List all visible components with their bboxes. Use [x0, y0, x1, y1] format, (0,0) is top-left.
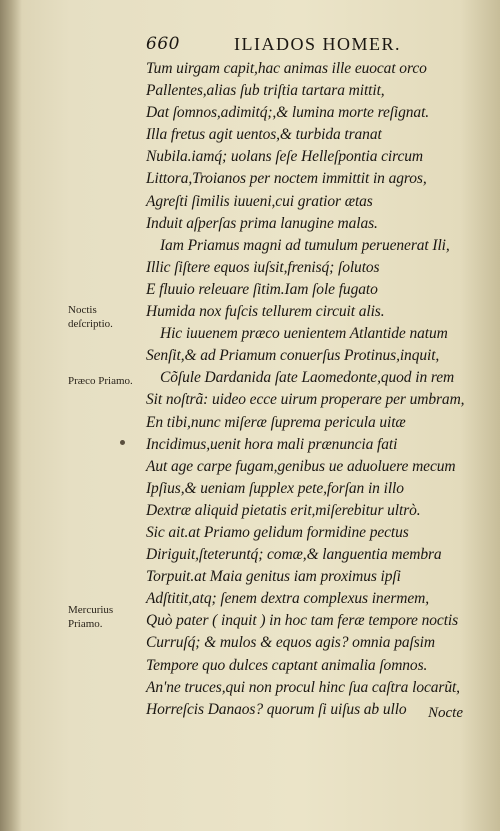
verse-line: Torpuit.at Maia genitus iam proximus ipſi: [146, 568, 401, 586]
verse-line: Quò pater ( inquit ) in hoc tam feræ tempore noctis: [146, 612, 459, 630]
verse-line: Hic iuuenem præco uenientem Atlantide natum: [160, 325, 448, 343]
verse-line: Adſtitit,atq; ſenem dextra complexus inermem,: [146, 590, 430, 608]
verse-line: Incidimus,uenit hora mali prænuncia fati: [146, 435, 398, 453]
margin-note-mercurius: Mercurius Priamo.: [68, 604, 114, 630]
verse-line: Horreſcis Danaos? quorum ſi uiſus ab ullo: [146, 700, 407, 718]
verse-line: Cõſule Dardanida ſate Laomedonte,quod in rem: [160, 369, 455, 387]
page-gutter-shadow: [0, 0, 22, 831]
verse-line: Nubila.iamq́; uolans ſeſe Helleſpontia circum: [146, 148, 423, 166]
margin-note-praeco: Præco Priamo.: [68, 375, 133, 387]
verse-line: Agreſti ſimilis iuueni,cui gratior ætas: [146, 192, 373, 210]
verse-line: Pallentes,alias ſub triſtia tartara mittit,: [146, 82, 385, 100]
verse-line: Dextræ aliquid pietatis erit,miſerebitur ultrò.: [146, 501, 421, 519]
verse-line: Tum uirgam capit,hac animas ille euocat orco: [146, 60, 427, 77]
verse-line: Sic ait.at Priamo gelidum formidine pectus: [146, 523, 409, 541]
verse-line: En tibi,nunc miſeræ ſuprema pericula uitæ: [146, 413, 406, 431]
verse-line: An'ne truces,qui non procul hinc ſua caſtra locarũt,: [146, 678, 460, 696]
verse-line: Humida nox fuſcis tellurem circuit alis.: [146, 303, 385, 321]
running-title: ILIADOS HOMER.: [234, 34, 401, 54]
verse-text-block: [146, 58, 476, 721]
verse-line: Tempore quo dulces captant animalia ſomnos.: [146, 656, 428, 674]
verse-line: Curruſq́; & mulos & equos agis? omnia paſsim: [146, 634, 435, 652]
verse-line: Induit aſperſas prima lanugine malas.: [146, 214, 378, 232]
page-number: 660: [146, 34, 180, 54]
margin-note-noctis: Noctis deſcriptio.: [68, 304, 113, 330]
page-header: [0, 30, 500, 56]
verse-line: Ipſius,& ueniam ſupplex pete,forſan in illo: [146, 479, 404, 497]
verse-line: Illic ſiſtere equos iuſsit,frenisq́; ſolutos: [146, 258, 380, 276]
ink-speck-mark: [120, 440, 125, 445]
verse-line: Sit noſtrã: uideo ecce uirum properare per umbram,: [146, 391, 465, 409]
verse-line: Littora,Troianos per noctem immittit in agros,: [146, 170, 427, 188]
catchword: Nocte: [428, 705, 463, 721]
verse-line: Senſit,& ad Priamum conuerſus Protinus,inquit,: [146, 347, 440, 365]
verse-line: Diriguit,ſteteruntq́; comæ,& languentia membra: [146, 546, 442, 564]
verse-line: E fluuio releuare ſitim.Iam ſole fugato: [146, 280, 378, 298]
verse-line: Illa fretus agit uentos,& turbida tranat: [146, 126, 382, 144]
verse-line: Iam Priamus magni ad tumulum peruenerat Ili,: [160, 236, 450, 254]
verse-line: Aut age carpe fugam,genibus ue aduoluere mecum: [146, 457, 456, 475]
verse-line: Dat ſomnos,adimitq́;,& lumina morte reſignat.: [146, 104, 430, 122]
